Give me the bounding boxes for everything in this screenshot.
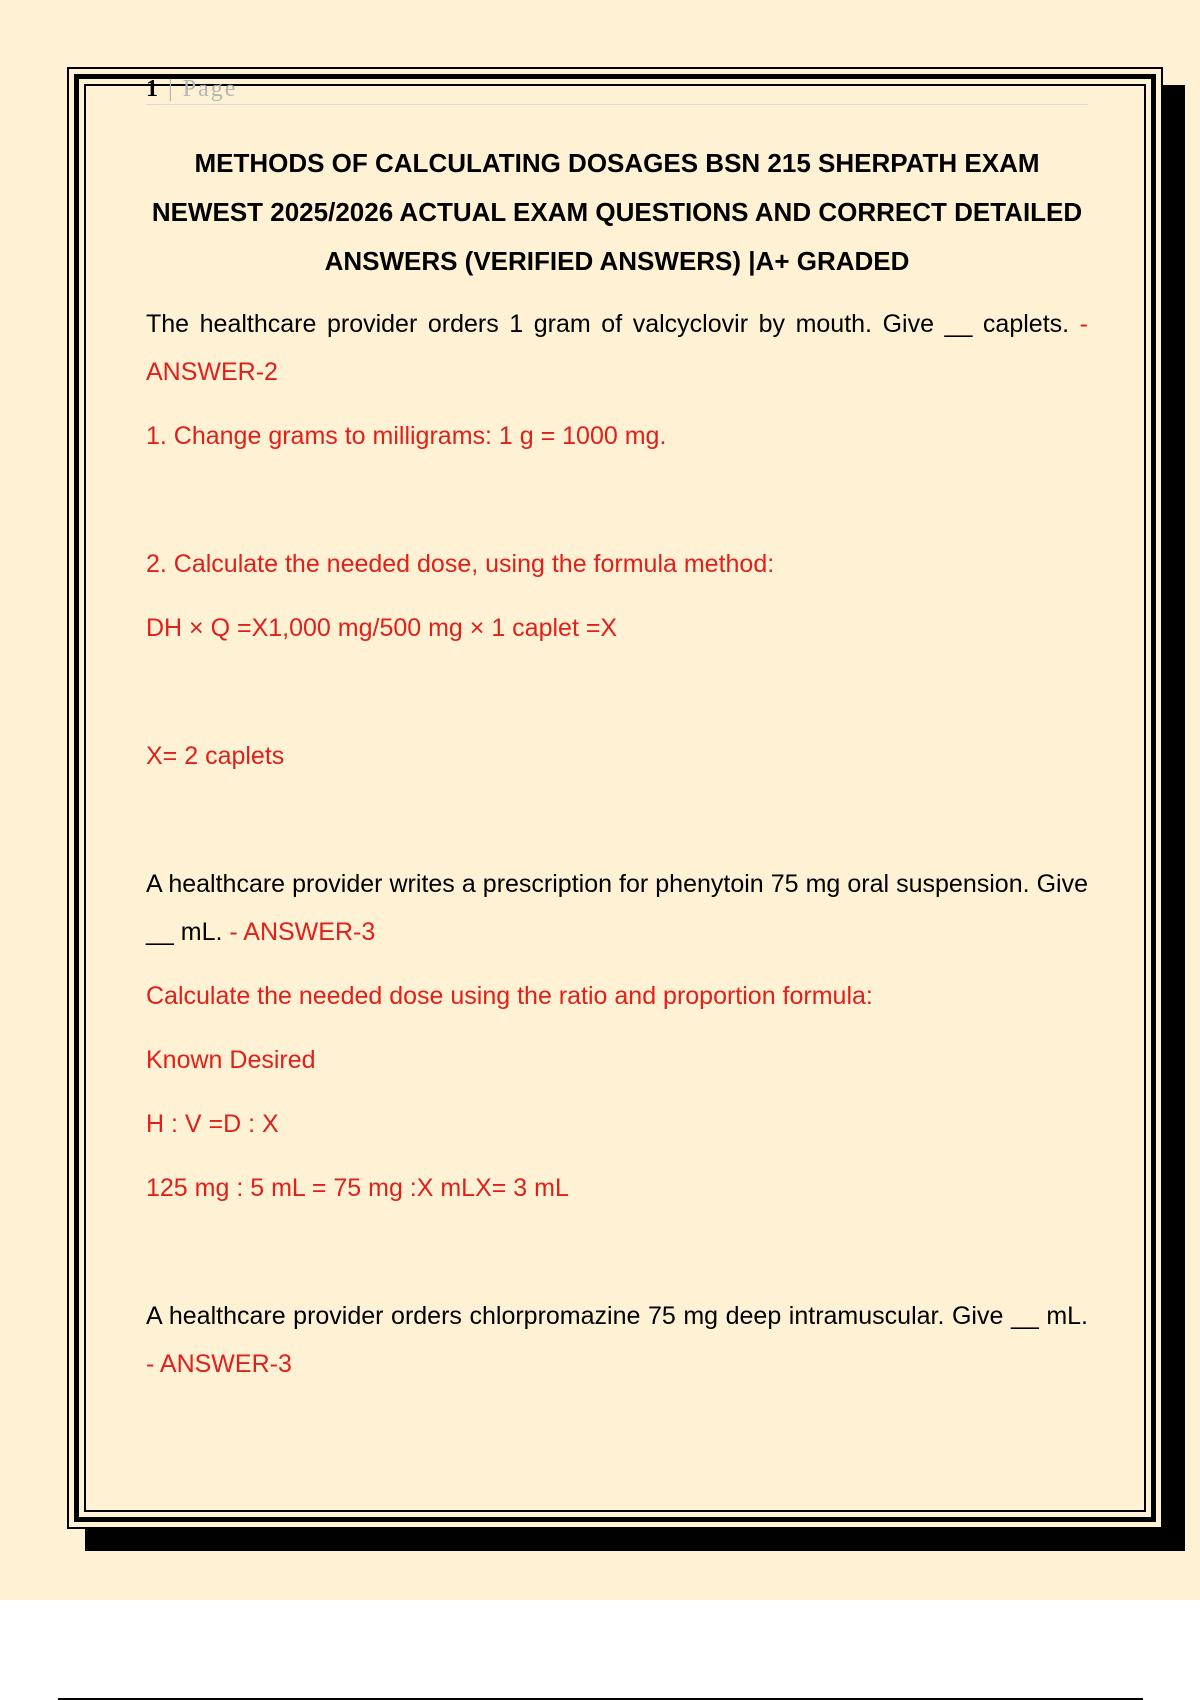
answer-label: - ANSWER-3 (146, 1350, 292, 1378)
question-1 (146, 300, 1088, 396)
question-2 (146, 860, 1088, 956)
step-text: Known Desired (146, 1046, 316, 1074)
question-text: A healthcare provider writes a prescription for phenytoin 75 mg oral suspension. Give __ mL. (146, 870, 1088, 946)
step-text: DH × Q =X1,000 mg/500 mg × 1 caplet =X (146, 614, 618, 642)
answer-label: - ANSWER-2 (146, 310, 1088, 386)
question-3 (146, 1292, 1088, 1388)
page-number: 1 (146, 76, 160, 102)
question-text: A healthcare provider orders chlorpromazine 75 mg deep intramuscular. Give __ mL. (146, 1302, 1088, 1330)
page-header (146, 76, 1088, 105)
step-text: 125 mg : 5 mL = 75 mg :X mLX= 3 mL (146, 1174, 569, 1202)
page-word: | Page (160, 76, 238, 102)
page-content (146, 76, 1088, 1388)
step-text: H : V =D : X (146, 1110, 279, 1138)
step-text: X= 2 caplets (146, 742, 285, 770)
step-text: 1. Change grams to milligrams: 1 g = 1000 mg. (146, 422, 667, 450)
step-text: 2. Calculate the needed dose, using the formula method: (146, 550, 775, 578)
step-text: Calculate the needed dose using the ratio and proportion formula: (146, 982, 873, 1010)
question-text: The healthcare provider orders 1 gram of valcyclovir by mouth. Give __ caplets. (146, 310, 1070, 338)
document-title: METHODS OF CALCULATING DOSAGES BSN 215 SHERPATH EXAM NEWEST 2025/2026 ACTUAL EXAM QUESTIONS AND CORRECT DETAILED ANSWERS (VERIFIED ANSWERS) |A+ GRADED (151, 148, 1083, 276)
answer-label: - ANSWER-3 (222, 918, 376, 946)
